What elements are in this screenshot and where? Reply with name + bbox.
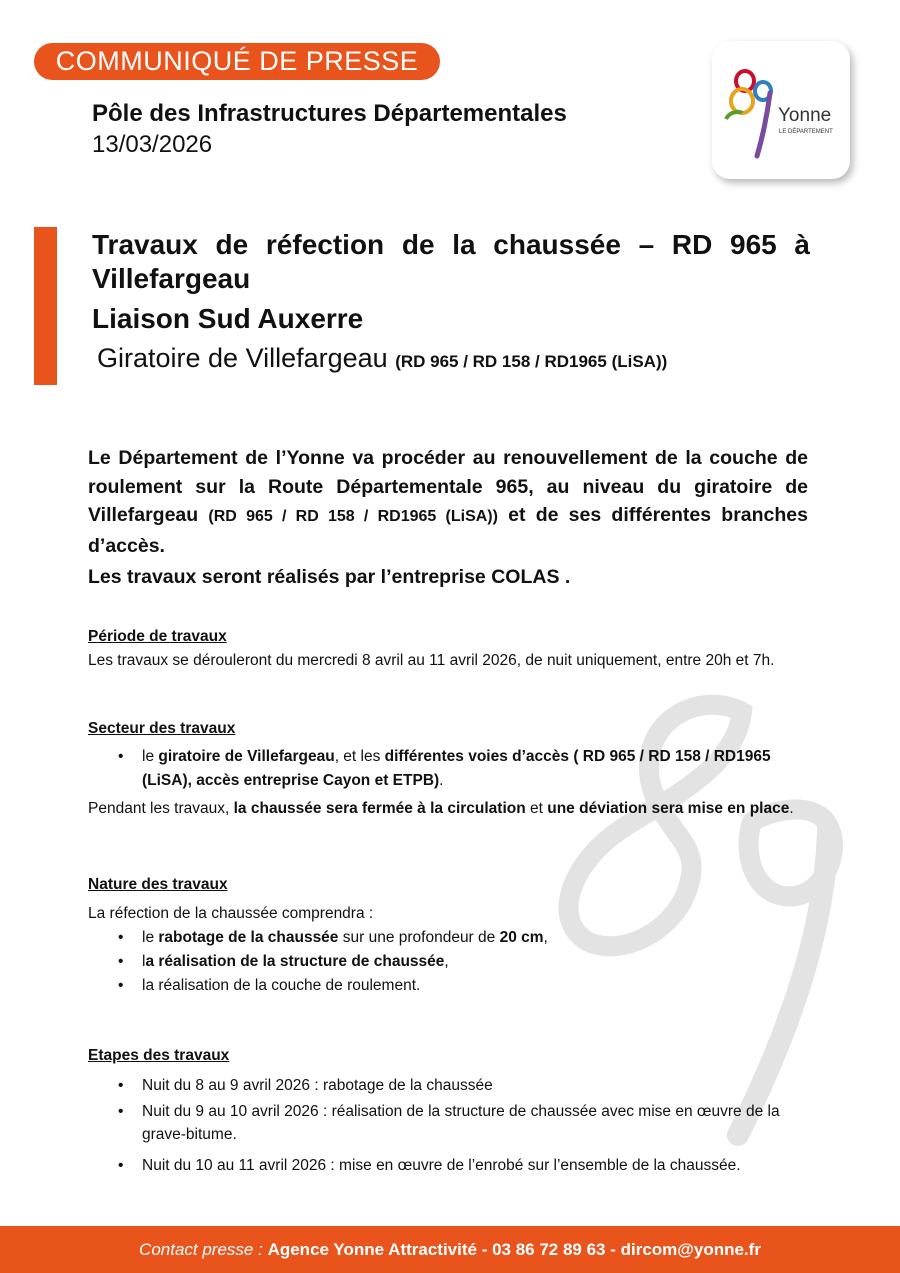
nature-intro: La réfection de la chaussée comprendra : xyxy=(88,905,374,922)
secteur-heading: Secteur des travaux xyxy=(88,720,236,737)
subtitle-liaison: Liaison Sud Auxerre xyxy=(92,303,364,334)
yonne-logo-mark xyxy=(712,41,850,179)
nature-heading: Nature des travaux xyxy=(88,876,228,893)
list-item: • le giratoire de Villefargeau, et les différentes voies d’accès ( RD 965 / RD 158 / RD1965 (LiSA), accès entreprise Cayon et ETPB). xyxy=(88,745,788,793)
yonne-logo xyxy=(712,41,850,179)
periode-text: Les travaux se dérouleront du mercredi 8 avril au 11 avril 2026, de nuit uniquement, entre 20h et 7h. xyxy=(88,652,775,669)
periode-heading: Période de travaux xyxy=(88,628,227,645)
contractor-statement: Les travaux seront réalisés par l’entreprise COLAS . xyxy=(88,566,571,588)
subtitle-giratoire xyxy=(97,343,667,374)
etapes-heading: Etapes des travaux xyxy=(88,1047,230,1064)
footer-label: Contact presse : xyxy=(139,1240,268,1259)
intro-text-a: Le Département de l’Yonne va procéder au renouvellement de la couche de roulement sur la Route Départementale 965, au niveau du giratoire de Villefargeau xyxy=(88,447,808,526)
press-contact-footer xyxy=(0,1226,900,1273)
intro-text-b: et de ses différentes branches d’accès. xyxy=(88,504,808,557)
list-item: • la réalisation de la structure de chaussée, xyxy=(88,950,808,974)
logo-subtitle-text: LE DÉPARTEMENT xyxy=(779,129,833,135)
nature-list xyxy=(88,926,808,998)
main-title: Travaux de réfection de la chaussée – RD 965 à Villefargeau xyxy=(92,229,810,294)
giratoire-label: Giratoire de Villefargeau xyxy=(97,343,388,373)
press-release-badge: COMMUNIQUÉ DE PRESSE xyxy=(34,43,440,80)
logo-name-text: Yonne xyxy=(778,105,832,126)
secteur-list xyxy=(88,745,788,793)
giratoire-road-refs: (RD 965 / RD 158 / RD1965 (LiSA)) xyxy=(395,352,668,371)
secteur-closure-text: Pendant les travaux, la chaussée sera fermée à la circulation et une déviation sera mise en place. xyxy=(88,800,794,817)
list-item: • le rabotage de la chaussée sur une profondeur de 20 cm, xyxy=(88,926,808,950)
footer-contact: Agence Yonne Attractivité - 03 86 72 89 63 - dircom@yonne.fr xyxy=(267,1240,761,1259)
intro-paragraph xyxy=(88,444,808,560)
list-item: • Nuit du 10 au 11 avril 2026 : mise en œuvre de l’enrobé sur l’ensemble de la chaussée. xyxy=(88,1154,808,1178)
title-accent-bar xyxy=(34,227,57,385)
list-item: • la réalisation de la couche de roulement. xyxy=(88,974,808,998)
release-date: 13/03/2026 xyxy=(92,131,213,158)
intro-road-refs: (RD 965 / RD 158 / RD1965 (LiSA)) xyxy=(208,508,498,525)
etapes-list xyxy=(88,1074,808,1178)
list-item: • Nuit du 8 au 9 avril 2026 : rabotage de la chaussée xyxy=(88,1074,808,1098)
list-item: • Nuit du 9 au 10 avril 2026 : réalisation de la structure de chaussée avec mise en œuvre de la grave-bitume. xyxy=(88,1100,808,1146)
department-pole: Pôle des Infrastructures Départementales xyxy=(92,100,567,127)
